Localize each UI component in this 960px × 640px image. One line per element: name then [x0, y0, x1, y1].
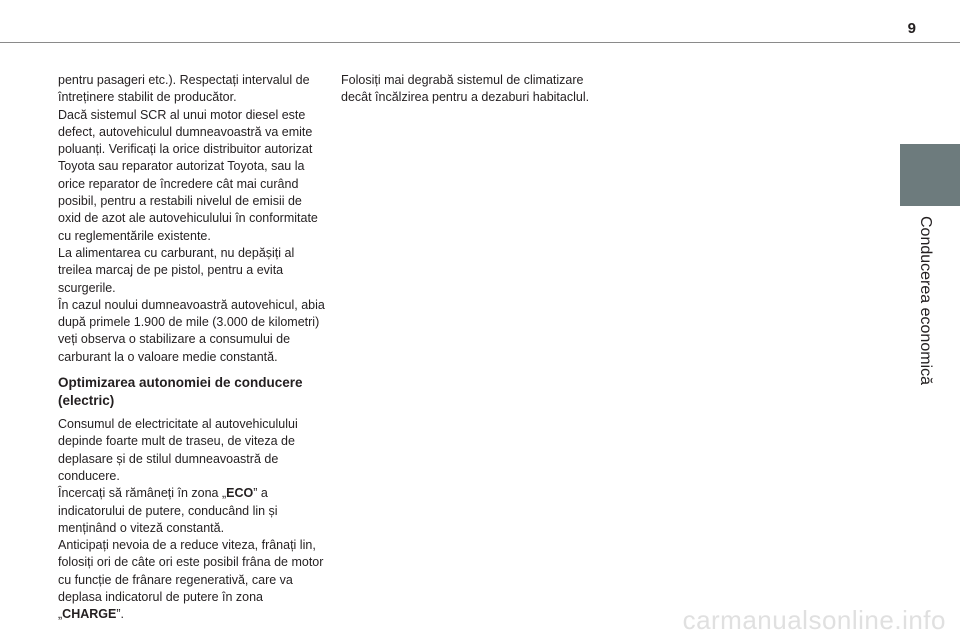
paragraph-refueling: La alimentarea cu carburant, nu depășiți al treilea marcaj de pe pistol, pentru a evita scurgerile.: [58, 245, 295, 295]
paragraph-maintenance: pentru pasageri etc.). Respectați intervalul de întreținere stabilit de producător.: [58, 73, 310, 105]
right-column: [341, 72, 611, 107]
paragraph-scr-system: Dacă sistemul SCR al unui motor diesel este defect, autovehiculul dumneavoastră va emite poluanți. Verificați la orice distribuitor autorizat Toyota sau reparator autorizat Toyota, sau la orice reparator de încredere cât mai curând posibil, pentru a restabili nivelul de emisii de oxid de azot ale autovehiculului în conformitate cu reglementările existente.: [58, 107, 318, 243]
paragraph-new-vehicle-consumption: În cazul noului dumneavoastră autovehicul, abia după primele 1.900 de mile (3.000 de kilometri) veți observa o stabilizare a consumului de carburant la o valoare medie constantă.: [58, 297, 325, 364]
paragraph-electric-consumption: Consumul de electricitate al autovehiculului depinde foarte mult de traseu, de viteza de deplasare și de stilul dumneavoastră de conducere.: [58, 417, 298, 483]
eco-text-end: ” a indicatorului de putere, conducând lin și menținând o viteză constantă.: [58, 486, 278, 535]
charge-text-start: Anticipați nevoia de a reduce viteza, frânați lin, folosiți ori de câte ori este posibil frâna de motor cu funcție de frânare regenerativă, care va deplasa indicatorul de putere în zona „: [58, 538, 324, 622]
section-title: Conducerea economică: [917, 216, 934, 385]
section-tab-marker: [900, 144, 960, 206]
paragraph-charge-zone: [58, 537, 328, 623]
paragraph-climate-control: Folosiți mai degrabă sistemul de climatizare decât încălzirea pentru a dezaburi habitaclul.: [341, 73, 590, 105]
eco-text-start: Încercați să rămâneți în zona „: [58, 486, 227, 501]
left-column: [58, 72, 328, 624]
heading-optimize-range: Optimizarea autonomiei de conducere (electric): [58, 375, 303, 408]
watermark: carmanualsonline.info: [682, 605, 946, 635]
eco-label: ECO: [226, 486, 254, 501]
charge-label: CHARGE: [62, 607, 117, 622]
page-number: 9: [907, 20, 916, 37]
charge-text-end: ”.: [116, 607, 124, 622]
header-divider: [0, 42, 960, 43]
paragraph-eco-zone: [58, 485, 328, 537]
